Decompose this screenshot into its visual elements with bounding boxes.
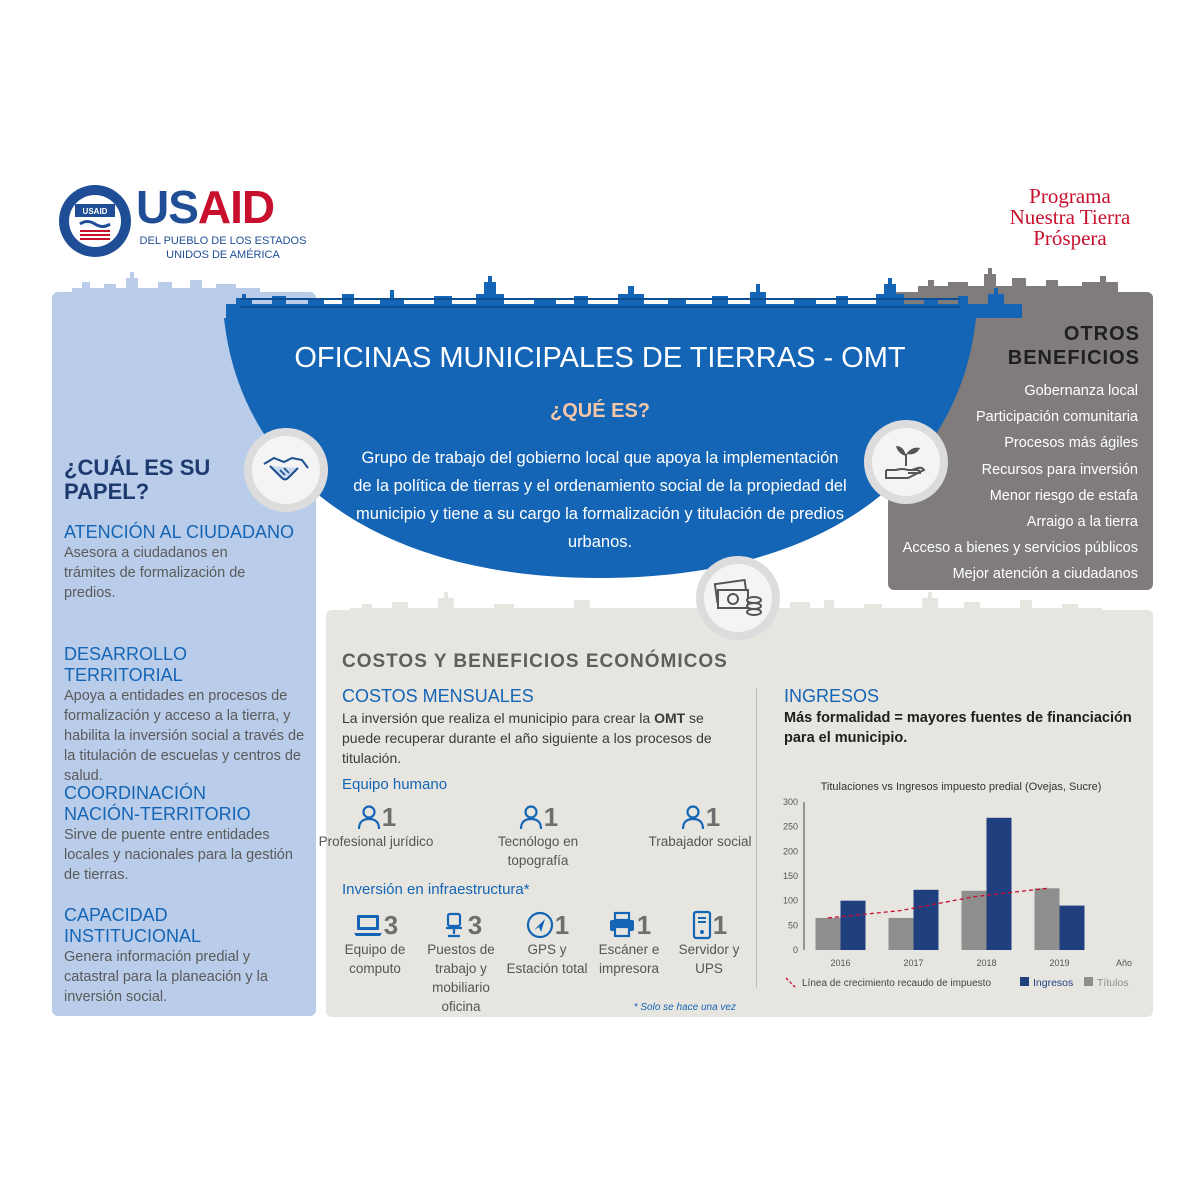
infra-title-text: Inversión en infraestructura [342, 881, 524, 898]
infra-star: * [523, 881, 530, 898]
infra-count: 1 [554, 910, 570, 940]
infra-note: * Solo se hace una vez [633, 1002, 736, 1013]
bar-ingresos [1060, 906, 1085, 950]
benefit-item: Arraigo a la tierra [1026, 514, 1138, 531]
role-item-text: Sirve de puente entre entidades locales y nacionales para la gestión de tierras. [64, 827, 293, 883]
role-item-heading: CAPACIDAD INSTITUCIONAL [64, 905, 202, 946]
x-axis-label: Año [1115, 958, 1133, 968]
costs-text-part: se puede recuperar durante el año siguiente a los procesos de titulación. [342, 710, 712, 766]
printer-icon [607, 911, 637, 939]
role-item-text: Asesora a ciudadanos en trámites de formalización de predios. [64, 545, 246, 601]
benefit-item: Procesos más ágiles [1004, 435, 1138, 452]
infra-label: Escáner e impresora [598, 942, 660, 976]
y-tick-label: 250 [782, 821, 798, 832]
money-badge [696, 556, 780, 640]
role-item-heading: DESARROLLO TERRITORIAL [64, 644, 188, 685]
divider [756, 688, 757, 988]
staff-count: 1 [381, 802, 397, 832]
legend-ingresos-swatch [1020, 977, 1029, 986]
costs-title: COSTOS MENSUALES [342, 686, 534, 706]
what-is-text: Grupo de trabajo del gobierno local que apoya la implementación de la política de tierras y el ordenamiento social de la propiedad del municipio y tiene a su cargo la formalización y titulación de predios urbanos. [353, 449, 847, 551]
gps-icon [525, 910, 555, 940]
infra-label: Servidor y UPS [678, 942, 740, 976]
program-name-line: Nuestra Tierra [1009, 205, 1131, 229]
infra-item [666, 910, 752, 978]
staff-label: Profesional jurídico [318, 834, 434, 849]
person-icon [356, 804, 382, 830]
infra-item [504, 910, 590, 978]
bar-títulos [1035, 888, 1060, 950]
y-tick-label: 200 [782, 846, 798, 857]
income-title: INGRESOS [784, 686, 880, 706]
legend-ingresos-label: Ingresos [1033, 977, 1074, 989]
seal-label: USAID [82, 207, 108, 216]
infra-item [332, 910, 418, 978]
x-tick-label: 2019 [1049, 958, 1070, 968]
chair-icon [440, 911, 468, 939]
legend-titulos-swatch [1084, 977, 1093, 986]
infra-item [586, 910, 672, 978]
usaid-aid: AID [197, 181, 275, 233]
y-tick-label: 50 [787, 920, 798, 931]
y-tick-label: 0 [792, 945, 798, 955]
usaid-us: US [136, 181, 198, 233]
role-item [64, 905, 308, 1007]
staff-label: Tecnólogo en topografía [497, 834, 579, 868]
infra-title [342, 880, 530, 900]
staff-item [640, 802, 760, 851]
costs-text [342, 708, 732, 768]
x-tick-label: 2016 [830, 958, 851, 968]
infra-count: 1 [712, 910, 728, 940]
what-is-title: ¿QUÉ ES? [549, 400, 650, 422]
infra-count: 1 [636, 910, 652, 940]
role-item-heading: COORDINACIÓN NACIÓN-TERRITORIO [64, 783, 251, 824]
program-name-line: Programa [1029, 184, 1111, 208]
bar-títulos [816, 918, 841, 950]
x-tick-label: 2018 [976, 958, 997, 968]
role-item [64, 783, 308, 885]
infra-label: Puestos de trabajo y mobiliario oficina [427, 942, 495, 1014]
server-icon [691, 910, 713, 940]
costs-text-bold: OMT [654, 710, 686, 726]
infra-label: GPS y Estación total [506, 942, 588, 976]
person-icon [518, 804, 544, 830]
money-icon [712, 576, 764, 620]
chart-title: Titulaciones vs Ingresos impuesto predial (Ovejas, Sucre) [820, 781, 1102, 793]
benefit-item: Mejor atención a ciudadanos [952, 566, 1138, 583]
x-tick-label: 2017 [903, 958, 924, 968]
role-item-text: Genera información predial y catastral para la planeación y la inversión social. [64, 949, 268, 1005]
handshake-icon [262, 450, 310, 490]
page-title: OFICINAS MUNICIPALES DE TIERRAS - OMT [294, 342, 906, 374]
staff-count: 1 [543, 802, 559, 832]
y-tick-label: 150 [782, 871, 798, 881]
y-tick-label: 300 [782, 797, 798, 807]
role-item-heading: ATENCIÓN AL CIUDADANO [64, 522, 295, 542]
economics-title: COSTOS Y BENEFICIOS ECONÓMICOS [342, 651, 728, 672]
infra-count: 3 [383, 910, 399, 940]
legend-trend-label: Línea de crecimiento recaudo de impuesto [802, 978, 992, 989]
costs-text-part: La inversión que realiza el municipio para crear la [342, 710, 655, 726]
usaid-tagline: DEL PUEBLO DE LOS ESTADOS UNIDOS DE AMÉRICA [139, 235, 307, 261]
y-tick-label: 100 [782, 895, 798, 906]
role-item-text: Apoya a entidades en procesos de formalización y acceso a la tierra, y habilita la inversión social a través de la titulación de escuelas y centros de salud. [64, 688, 305, 784]
laptop-icon [352, 911, 384, 939]
benefits-list [890, 378, 1138, 588]
role-item [64, 644, 308, 786]
benefit-item: Gobernanza local [1024, 383, 1138, 399]
program-name-line: Próspera [1033, 226, 1107, 250]
income-chart [776, 776, 1146, 1000]
benefit-item: Participación comunitaria [976, 409, 1138, 426]
legend-trend-marker [786, 978, 796, 988]
team-title: Equipo humano [342, 776, 448, 793]
benefit-item: Menor riesgo de estafa [989, 487, 1138, 504]
staff-item [478, 802, 598, 870]
bar-ingresos [987, 818, 1012, 950]
role-item [64, 522, 308, 603]
person-icon [680, 804, 706, 830]
benefit-item: Acceso a bienes y servicios públicos [902, 540, 1138, 557]
legend-titulos-label: Títulos [1097, 977, 1129, 989]
bar-títulos [889, 918, 914, 950]
income-text: Más formalidad = mayores fuentes de financiación para el municipio. [784, 710, 1132, 746]
benefits-title: OTROS BENEFICIOS [1007, 323, 1140, 369]
bar-ingresos [914, 890, 939, 950]
infra-item [418, 910, 504, 1016]
staff-count: 1 [705, 802, 721, 832]
benefit-item: Recursos para inversión [981, 461, 1138, 478]
bar-ingresos [841, 901, 866, 950]
staff-label: Trabajador social [648, 834, 752, 849]
bar-títulos [962, 891, 987, 950]
infra-count: 3 [467, 910, 483, 940]
role-title: ¿CUÁL ES SU PAPEL? [64, 455, 211, 504]
staff-item [316, 802, 436, 851]
infra-label: Equipo de computo [344, 942, 406, 976]
